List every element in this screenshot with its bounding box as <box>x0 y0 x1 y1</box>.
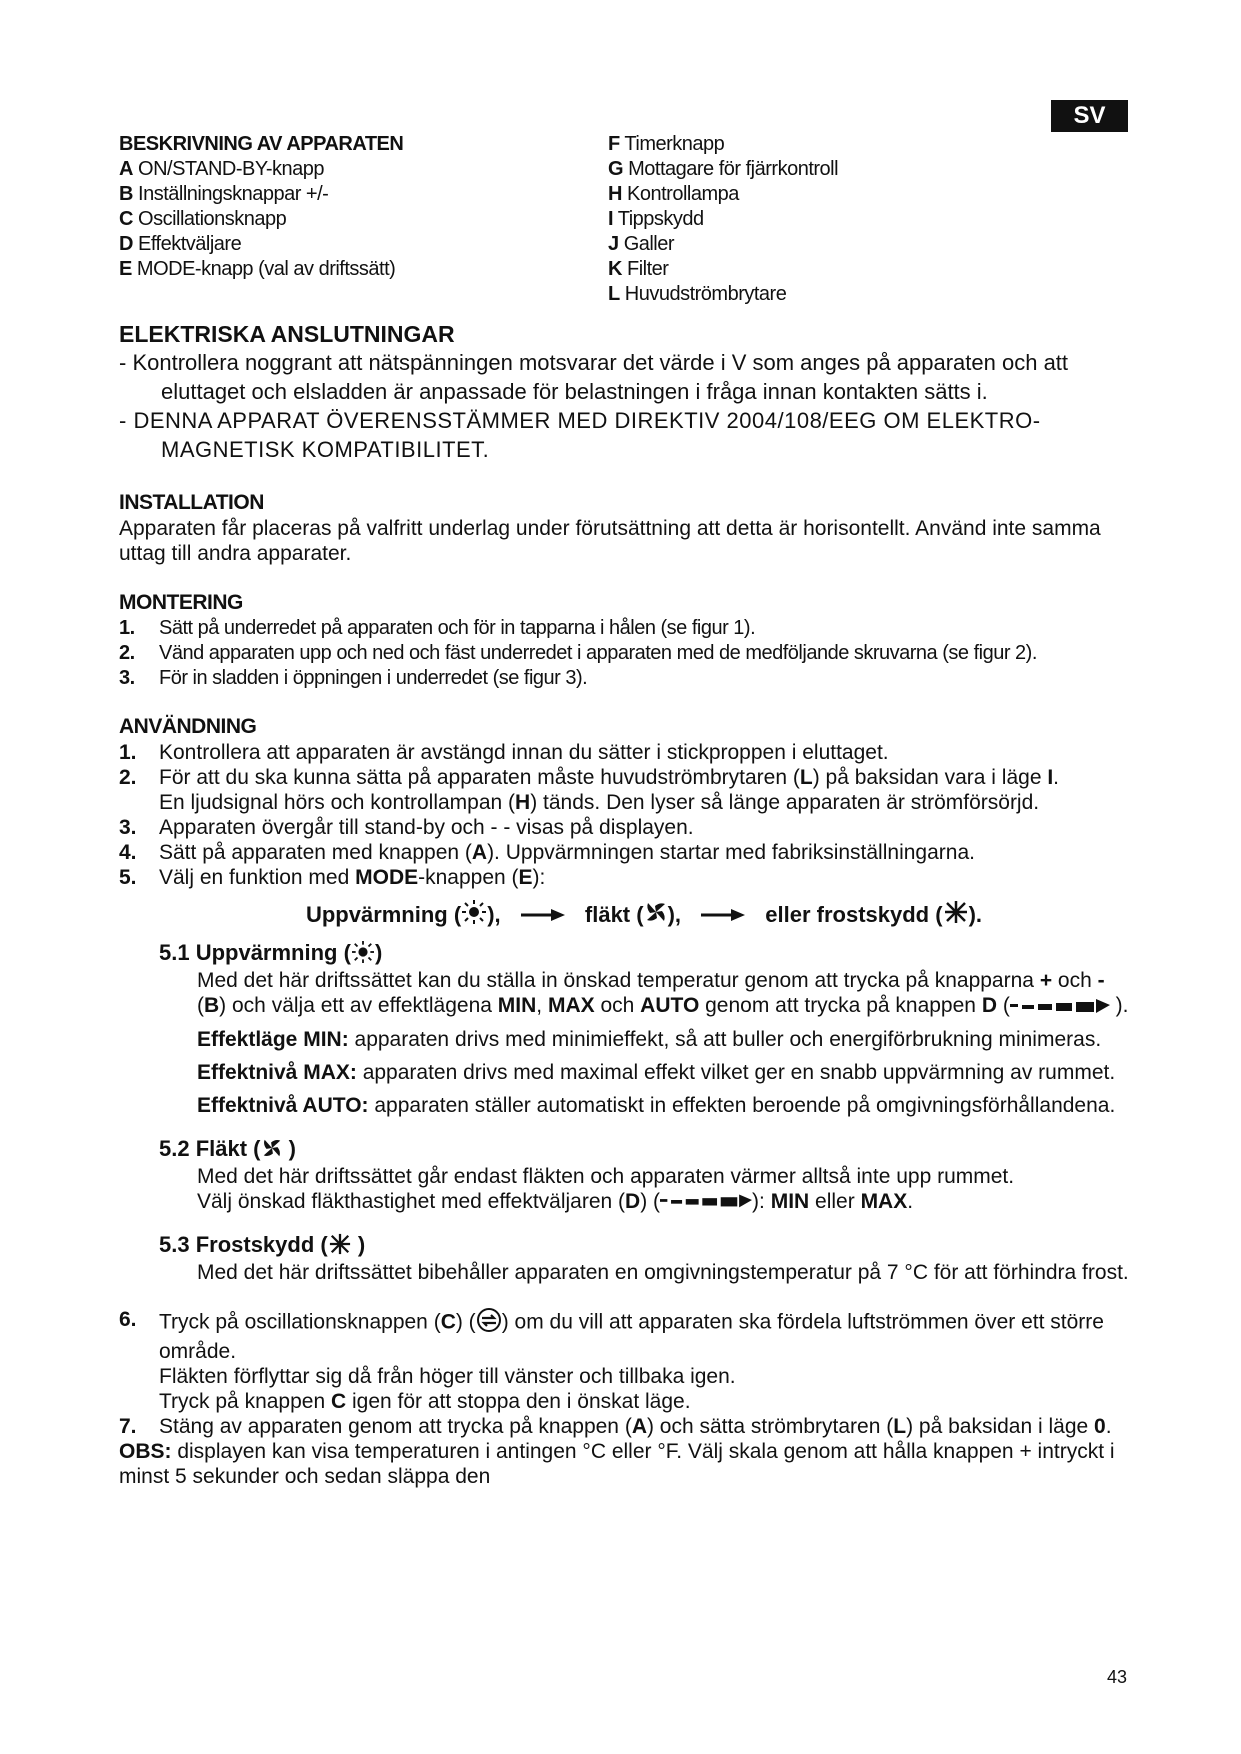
assembly-step-3: 3. För in sladden i öppningen i underredet (se figur 3). <box>119 667 588 689</box>
fan-icon <box>644 900 668 932</box>
part-a: A ON/STAND-BY-knapp <box>119 158 325 180</box>
heating-instructions: Med det här driftssättet kan du ställa in önskad temperatur genom att trycka på knapparna + och - (B) och välja ett av effektlägena MIN, MAX och AUTO genom att trycka på knappen D ( ). <box>197 968 1129 1017</box>
part-f: F Timerknapp <box>608 133 725 155</box>
oscillation-icon <box>476 1307 502 1339</box>
installation-section <box>119 490 1129 566</box>
modes-row: Uppvärmning ( ), fläkt ( ), eller frostskydd ( ). <box>159 900 1129 932</box>
electrical-section <box>119 320 1129 464</box>
subsection-heating <box>159 940 1129 1118</box>
electrical-item-2: - DENNA APPARAT ÖVERENSSTÄMMER MED DIREKTIV 2004/108/EEG OM ELEKTRO-MAGNETISK KOMPATIBILITET. <box>119 408 1041 462</box>
mode-frost-label: eller frostskydd <box>765 902 930 927</box>
subsection-heating-title: 5.1 Uppvärmning ( ) <box>159 940 1129 968</box>
heating-sun-icon-2 <box>351 941 375 968</box>
power-auto-description: Effektnivå AUTO: apparaten ställer automatiskt in effekten beroende på omgivningsförhållandena. <box>197 1093 1116 1117</box>
assembly-step-2: 2. Vänd apparaten upp och ned och fäst underredet i apparaten med de medföljande skruvarna (se figur 2). <box>119 642 1037 664</box>
installation-text: Apparaten får placeras på valfritt underlag under förutsättning att detta är horisontellt. Använd inte samma uttag till andra apparater. <box>119 517 1101 565</box>
language-badge: SV <box>1051 100 1128 132</box>
part-k: K Filter <box>608 258 669 280</box>
part-c: C Oscillationsknapp <box>119 208 287 230</box>
part-i: I Tippskydd <box>608 208 704 230</box>
power-min-description: Effektläge MIN: apparaten drivs med minimieffekt, så att buller och energiförbrukning minimeras. <box>197 1027 1102 1051</box>
part-l: L Huvudströmbrytare <box>608 283 787 305</box>
note-obs: OBS: displayen kan visa temperaturen i antingen °C eller °F. Välj skala genom att hålla knappen + intryckt i minst 5 sekunder och sedan släppa den <box>119 1440 1115 1489</box>
part-j: J Galler <box>608 233 675 255</box>
part-b: B Inställningsknappar +/- <box>119 183 329 205</box>
description-left-column <box>119 132 589 282</box>
installation-title: INSTALLATION <box>119 491 264 514</box>
assembly-title: MONTERING <box>119 591 243 614</box>
usage-step-2: 2. För att du ska kunna sätta på apparaten måste huvudströmbrytaren (L) på baksidan vara i läge I. En ljudsignal hörs och kontrollampan (H) tänds. Den lyser så länge apparaten är strömförsörjd. <box>119 766 1060 814</box>
description-title: BESKRIVNING AV APPARATEN <box>119 133 404 155</box>
usage-step-3: 3. Apparaten övergår till stand-by och - - visas på displayen. <box>119 816 694 839</box>
subsection-frost <box>159 1232 1129 1285</box>
power-level-bar-icon <box>1010 994 1110 1019</box>
power-level-bar-icon-2 <box>660 1189 752 1214</box>
subsection-fan <box>159 1136 1129 1215</box>
right-arrow-icon <box>521 900 565 930</box>
mode-fan-label: fläkt <box>584 902 631 927</box>
part-g: G Mottagare för fjärrkontroll <box>608 158 839 180</box>
usage-step-1: 1. Kontrollera att apparaten är avstängd innan du sätter i stickproppen i eluttaget. <box>119 741 889 764</box>
frost-snowflake-icon <box>943 900 969 932</box>
assembly-step-1: 1. Sätt på underredet på apparaten och för in tapparna i hålen (se figur 1). <box>119 617 756 639</box>
fan-icon-2 <box>261 1137 283 1164</box>
part-e: E MODE-knapp (val av driftssätt) <box>119 258 396 280</box>
usage-step-5: 5. Välj en funktion med MODE-knappen (E): <box>119 866 546 889</box>
heating-sun-icon <box>461 900 487 932</box>
subsection-fan-title: 5.2 Fläkt ( ) <box>159 1136 1129 1164</box>
electrical-title: ELEKTRISKA ANSLUTNINGAR <box>119 321 455 347</box>
fan-instructions: Med det här driftssättet går endast fläkten och apparaten värmer alltså inte upp rummet. Välj önskad fläkthastighet med effektväljaren (D) ( ): MIN eller MAX. <box>197 1164 1015 1213</box>
assembly-section <box>119 590 1129 691</box>
usage-step-6: 6. Tryck på oscillationsknappen (C) ( ) om du vill att apparaten ska fördela luftströmmen över ett större område. Fläkten förflyttar sig då från höger till vänster och tillbaka igen. Tryck på knappen C igen för att stoppa den i önskat läge. <box>119 1308 1104 1414</box>
usage-step-7: 7. Stäng av apparaten genom att trycka på knappen (A) och sätta strömbrytaren (L) på baksidan i läge 0. <box>119 1415 1112 1439</box>
part-d: D Effektväljare <box>119 233 242 255</box>
frost-snowflake-icon-2 <box>328 1233 352 1260</box>
page-number: 43 <box>1107 1667 1128 1687</box>
power-max-description: Effektnivå MAX: apparaten drivs med maximal effekt vilket ger en snabb uppvärmning av rummet. <box>197 1060 1116 1084</box>
subsection-frost-title: 5.3 Frostskydd ( ) <box>159 1232 1129 1260</box>
usage-section <box>119 714 1129 1489</box>
mode-heating-label: Uppvärmning <box>305 902 448 927</box>
part-h: H Kontrollampa <box>608 183 739 205</box>
description-right-column <box>608 132 1028 307</box>
usage-title: ANVÄNDNING <box>119 715 257 738</box>
frost-instructions: Med det här driftssättet bibehåller apparaten en omgivningstemperatur på 7 °C för att förhindra frost. <box>197 1261 1129 1285</box>
right-arrow-icon-2 <box>701 900 745 930</box>
usage-step-4: 4. Sätt på apparaten med knappen (A). Uppvärmningen startar med fabriksinställningarna. <box>119 841 975 864</box>
electrical-item-1: - Kontrollera noggrant att nätspänningen motsvarar det värde i V som anges på apparaten och att eluttaget och elsladden är anpassade för belastningen i fråga innan kontakten sätts i. <box>119 350 1069 404</box>
